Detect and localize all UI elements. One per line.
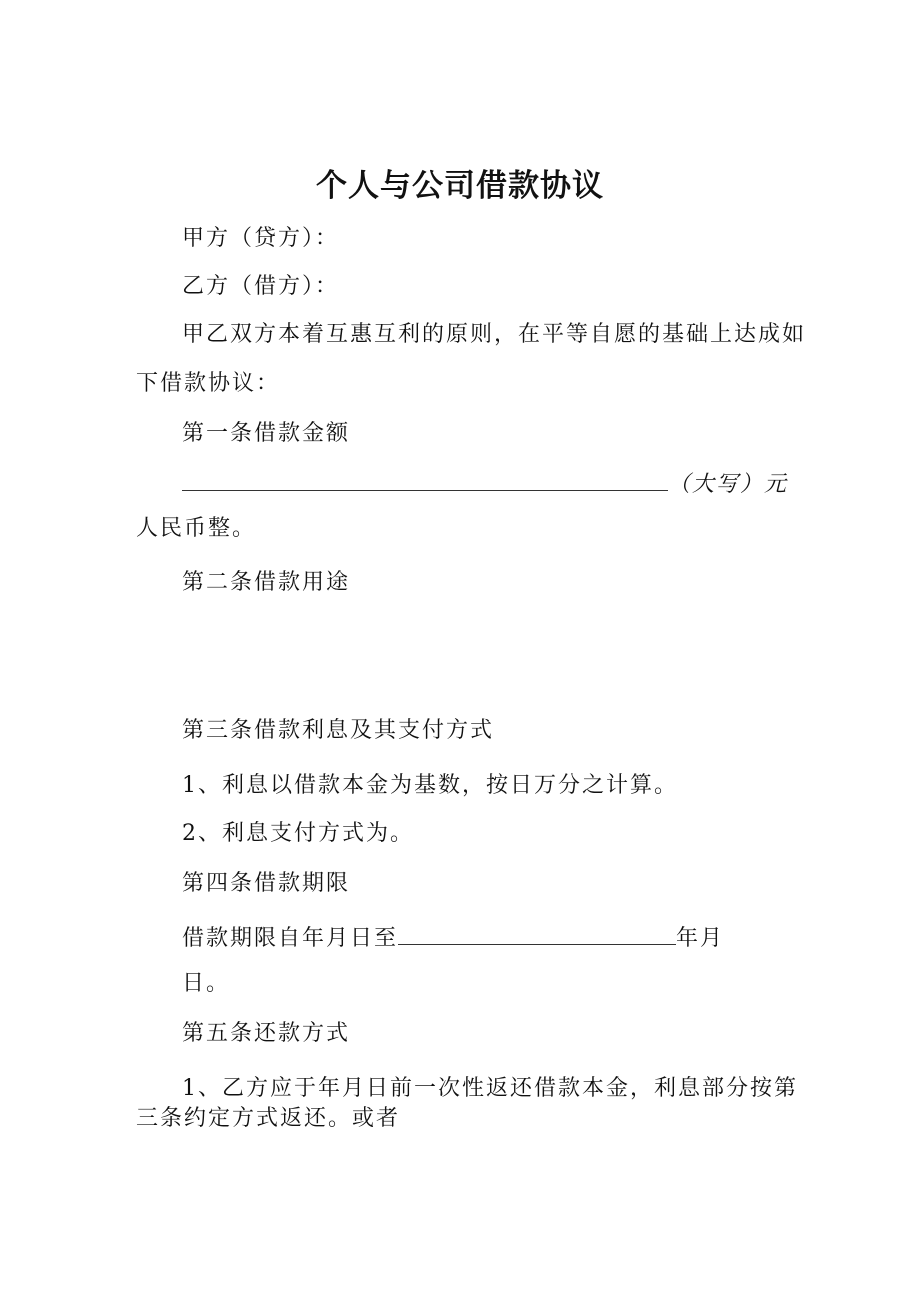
term-end-blank-field[interactable] xyxy=(398,920,676,945)
article-4-term-line xyxy=(182,920,724,955)
article-5-item-1-line1: 1、乙方应于年月日前一次性返还借款本金，利息部分按第 xyxy=(182,1076,798,1101)
article-4-term-line2: 日。 xyxy=(182,971,231,996)
article-3-heading: 第三条借款利息及其支付方式 xyxy=(182,718,495,743)
document-title: 个人与公司借款协议 xyxy=(316,168,604,204)
article-1-currency-line: 人民币整。 xyxy=(136,516,257,541)
article-4-heading: 第四条借款期限 xyxy=(182,871,351,896)
article-2-heading: 第二条借款用途 xyxy=(182,570,351,595)
article-3-item-1: 1、利息以借款本金为基数，按日万分之计算。 xyxy=(182,773,678,798)
amount-suffix: （大写）元 xyxy=(668,472,789,497)
term-suffix: 年月 xyxy=(676,926,725,951)
intro-paragraph-line2: 下借款协议： xyxy=(136,371,281,396)
intro-paragraph-line1: 甲乙双方本着互惠互利的原则，在平等自愿的基础上达成如 xyxy=(182,322,807,347)
article-1-amount-line xyxy=(182,466,788,501)
party-b-label: 乙方（借方）： xyxy=(182,274,340,299)
article-3-item-2: 2、利息支付方式为。 xyxy=(182,821,414,846)
article-1-heading: 第一条借款金额 xyxy=(182,421,351,446)
term-prefix: 借款期限自年月日至 xyxy=(182,926,399,951)
amount-blank-field[interactable] xyxy=(182,466,668,491)
party-a-label: 甲方（贷方）： xyxy=(182,226,340,251)
article-5-heading: 第五条还款方式 xyxy=(182,1021,351,1046)
article-5-item-1-line2: 三条约定方式返还。或者 xyxy=(136,1106,401,1131)
